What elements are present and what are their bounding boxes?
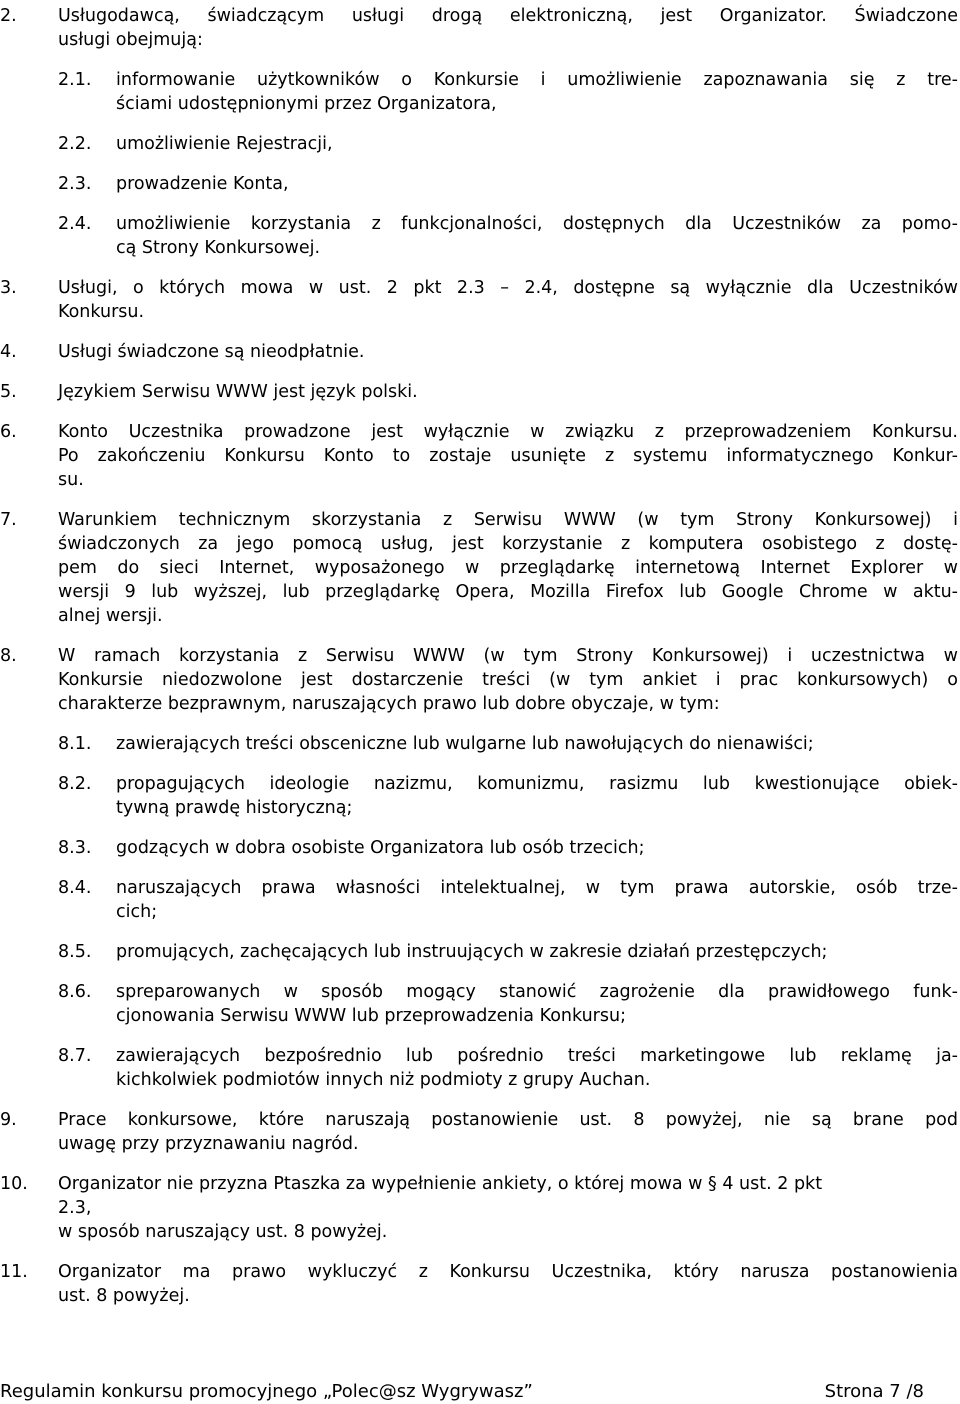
item-text-line: umożliwienie korzystania z funkcjonalności, dostępnych dla Uczestników za pomo-: [116, 214, 958, 234]
item-text-line: alnej wersji.: [58, 606, 163, 626]
item-text-line: usługi obejmują:: [58, 30, 203, 50]
item-text-line: su.: [58, 470, 84, 490]
item-text-line: promujących, zachęcających lub instruujących w zakresie działań przestępczych;: [116, 942, 828, 962]
item-number: 5.: [0, 382, 17, 402]
item-text-line: Po zakończeniu Konkursu Konto to zostaje usunięte z systemu informatycznego Konkur-: [58, 446, 958, 466]
item-number: 2.3.: [58, 174, 92, 194]
item-text-line: kichkolwiek podmiotów innych niż podmioty z grupy Auchan.: [116, 1070, 651, 1090]
item-text-line: Konkursu.: [58, 302, 145, 322]
item-number: 11.: [0, 1262, 28, 1282]
item-text-line: Językiem Serwisu WWW jest język polski.: [58, 382, 418, 402]
item-text-line: uwagę przy przyznawaniu nagród.: [58, 1134, 359, 1154]
item-text-line: zawierających bezpośrednio lub pośrednio treści marketingowe lub reklamę ja-: [116, 1046, 958, 1066]
item-text-line: Konto Uczestnika prowadzone jest wyłącznie w związku z przeprowadzeniem Konkursu.: [58, 422, 958, 442]
item-number: 6.: [0, 422, 17, 442]
item-text-line: tywną prawdę historyczną;: [116, 798, 353, 818]
item-number: 7.: [0, 510, 17, 530]
item-text-line: zawierających treści obsceniczne lub wulgarne lub nawołujących do nienawiści;: [116, 734, 814, 754]
item-number: 8.4.: [58, 878, 92, 898]
item-number: 8.3.: [58, 838, 92, 858]
item-number: 2.4.: [58, 214, 92, 234]
footer-title: Regulamin konkursu promocyjnego „Polec@sz Wygrywasz”: [0, 1381, 533, 1402]
item-text-line: cich;: [116, 902, 158, 922]
item-number: 8.6.: [58, 982, 92, 1002]
item-text-line: cjonowania Serwisu WWW lub przeprowadzenia Konkursu;: [116, 1006, 626, 1026]
item-text-line: świadczonych za jego pomocą usług, jest korzystanie z komputera osobistego z dostę-: [58, 534, 958, 554]
item-text-line: ust. 8 powyżej.: [58, 1286, 190, 1306]
item-number: 2.: [0, 6, 17, 26]
item-text-line: wersji 9 lub wyższej, lub przeglądarkę Opera, Mozilla Firefox lub Google Chrome w aktu-: [58, 582, 958, 602]
item-text-line: godzących w dobra osobiste Organizatora lub osób trzecich;: [116, 838, 645, 858]
item-text-line: spreparowanych w sposób mogący stanowić zagrożenie dla prawidłowego funk-: [116, 982, 958, 1002]
item-text-line: pem do sieci Internet, wyposażonego w przeglądarkę internetową Internet Explorer w: [58, 558, 958, 578]
footer-page-number: Strona 7 /8: [824, 1381, 924, 1402]
item-number: 8.5.: [58, 942, 92, 962]
item-text-line: Organizator nie przyzna Ptaszka za wypełnienie ankiety, o której mowa w § 4 ust. 2 pkt: [58, 1174, 823, 1194]
item-text-line: ściami udostępnionymi przez Organizatora,: [116, 94, 497, 114]
item-number: 8.2.: [58, 774, 92, 794]
item-text-line: prowadzenie Konta,: [116, 174, 289, 194]
item-text-line: Usługodawcą, świadczącym usługi drogą elektroniczną, jest Organizator. Świadczone: [58, 6, 958, 26]
item-text-line: w sposób naruszający ust. 8 powyżej.: [58, 1222, 388, 1242]
item-text-line: Usługi świadczone są nieodpłatnie.: [58, 342, 365, 362]
item-number: 2.1.: [58, 70, 92, 90]
item-number: 9.: [0, 1110, 17, 1130]
item-text-line: 2.3,: [58, 1198, 92, 1218]
item-text-line: umożliwienie Rejestracji,: [116, 134, 333, 154]
item-text-line: propagujących ideologie nazizmu, komunizmu, rasizmu lub kwestionujące obiek-: [116, 774, 958, 794]
item-number: 8.7.: [58, 1046, 92, 1066]
item-number: 3.: [0, 278, 17, 298]
item-text-line: W ramach korzystania z Serwisu WWW (w tym Strony Konkursowej) i uczestnictwa w: [58, 646, 958, 666]
item-text-line: Organizator ma prawo wykluczyć z Konkursu Uczestnika, który narusza postanowienia: [58, 1262, 958, 1282]
item-number: 4.: [0, 342, 17, 362]
item-text-line: cą Strony Konkursowej.: [116, 238, 321, 258]
item-number: 8.1.: [58, 734, 92, 754]
item-text-line: Warunkiem technicznym skorzystania z Serwisu WWW (w tym Strony Konkursowej) i: [58, 510, 958, 530]
item-text-line: informowanie użytkowników o Konkursie i umożliwienie zapoznawania się z tre-: [116, 70, 958, 90]
item-text-line: charakterze bezprawnym, naruszających prawo lub dobre obyczaje, w tym:: [58, 694, 720, 714]
item-text-line: Usługi, o których mowa w ust. 2 pkt 2.3 – 2.4, dostępne są wyłącznie dla Uczestników: [58, 278, 958, 298]
item-text-line: Konkursie niedozwolone jest dostarczenie treści (w tym ankiet i prac konkursowych) o: [58, 670, 958, 690]
item-number: 2.2.: [58, 134, 92, 154]
item-number: 10.: [0, 1174, 28, 1194]
item-text-line: naruszających prawa własności intelektualnej, w tym prawa autorskie, osób trze-: [116, 878, 958, 898]
item-number: 8.: [0, 646, 17, 666]
item-text-line: Prace konkursowe, które naruszają postanowienie ust. 8 powyżej, nie są brane pod: [58, 1110, 958, 1130]
